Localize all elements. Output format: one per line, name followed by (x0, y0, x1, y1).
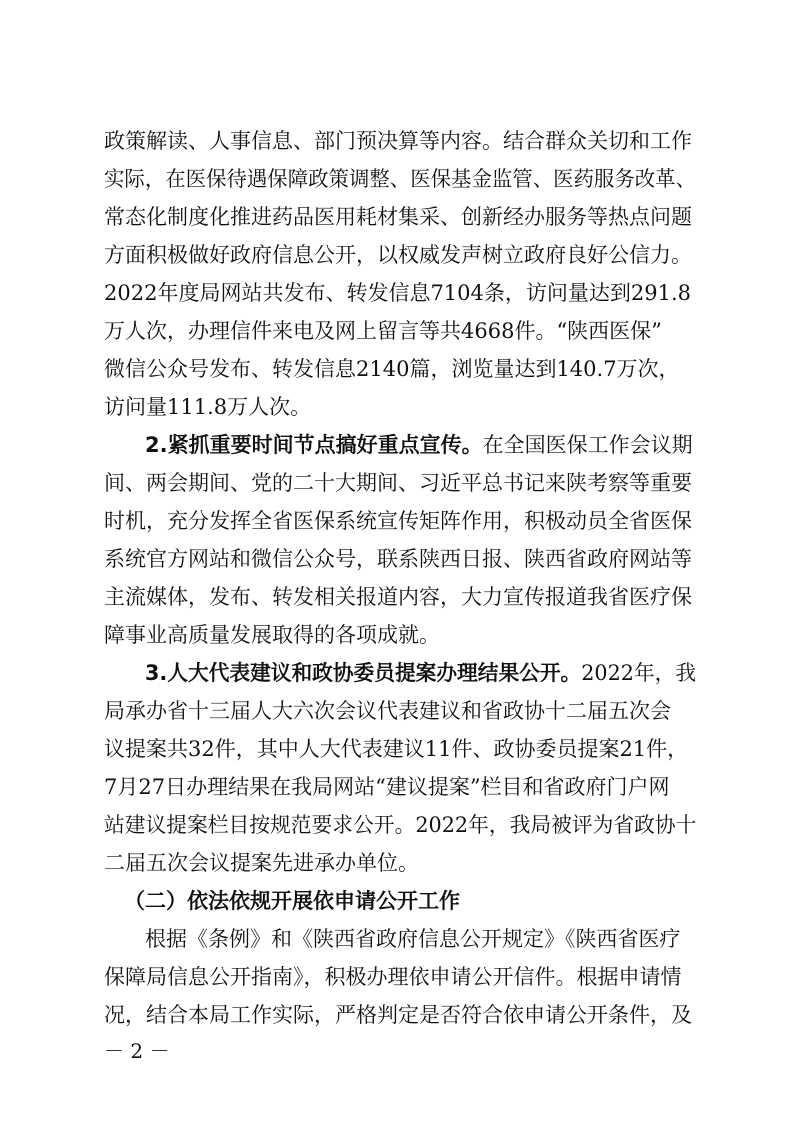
body-line-21: 况，结合本局工作实际，严格判定是否符合依申请公开条件，及 (104, 1003, 692, 1027)
paragraph-3-first-line (145, 658, 696, 688)
body-line-5: 2022年度局网站共发布、转发信息7104条，访问量达到291.8 (104, 281, 692, 305)
body-line-6: 万人次，办理信件来电及网上留言等共4668件。“陕西医保” (104, 319, 662, 343)
section-heading: （二）依法依规开展依申请公开工作 (124, 889, 460, 913)
body-line-17: 站建议提案栏目按规范要求公开。2022年，我局被评为省政协十 (104, 813, 697, 837)
body-line-2: 实际，在医保待遇保障政策调整、医保基金监管、医药服务改革、 (104, 167, 696, 191)
paragraph-3-heading: 3.人大代表建议和政协委员提案办理结果公开。 (145, 661, 582, 685)
body-line-16: 7月27日办理结果在我局网站“建议提案”栏目和省政府门户网 (104, 775, 670, 799)
body-line-20: 保障局信息公开指南》，积极办理依申请公开信件。根据申请情 (104, 965, 682, 989)
paragraph-2-lead: 在全国医保工作会议期 (482, 433, 693, 457)
body-line-19: 根据《条例》和《陕西省政府信息公开规定》《陕西省医疗 (145, 927, 681, 951)
page-number: － 2 － (104, 1039, 170, 1063)
body-line-1: 政策解读、人事信息、部门预决算等内容。结合群众关切和工作 (104, 129, 692, 153)
body-line-13: 障事业高质量发展取得的各项成就。 (104, 623, 440, 647)
body-line-14: 局承办省十三届人大六次会议代表建议和省政协十二届五次会 (104, 699, 671, 723)
body-line-11: 系统官方网站和微信公众号，联系陕西日报、陕西省政府网站等 (104, 547, 692, 571)
body-line-3: 常态化制度化推进药品医用耗材集采、创新经办服务等热点问题 (104, 205, 692, 229)
body-line-8: 访问量111.8万人次。 (104, 395, 312, 419)
paragraph-3-lead: 2022年，我 (581, 661, 697, 685)
body-line-9: 间、两会期间、党的二十大期间、习近平总书记来陕考察等重要 (104, 471, 692, 495)
body-line-18: 二届五次会议提案先进承办单位。 (104, 851, 419, 875)
body-line-12: 主流媒体，发布、转发相关报道内容，大力宣传报道我省医疗保 (104, 585, 692, 609)
body-line-10: 时机，充分发挥全省医保系统宣传矩阵作用，积极动员全省医保 (104, 509, 692, 533)
paragraph-2-heading: 2.紧抓重要时间节点搞好重点宣传。 (145, 433, 483, 457)
body-line-15: 议提案共32件，其中人大代表建议11件、政协委员提案21件， (104, 737, 689, 761)
paragraph-2-first-line (145, 430, 693, 460)
body-line-4: 方面积极做好政府信息公开，以权威发声树立政府良好公信力。 (104, 243, 692, 267)
body-line-7: 微信公众号发布、转发信息2140篇，浏览量达到140.7万次， (104, 357, 680, 381)
